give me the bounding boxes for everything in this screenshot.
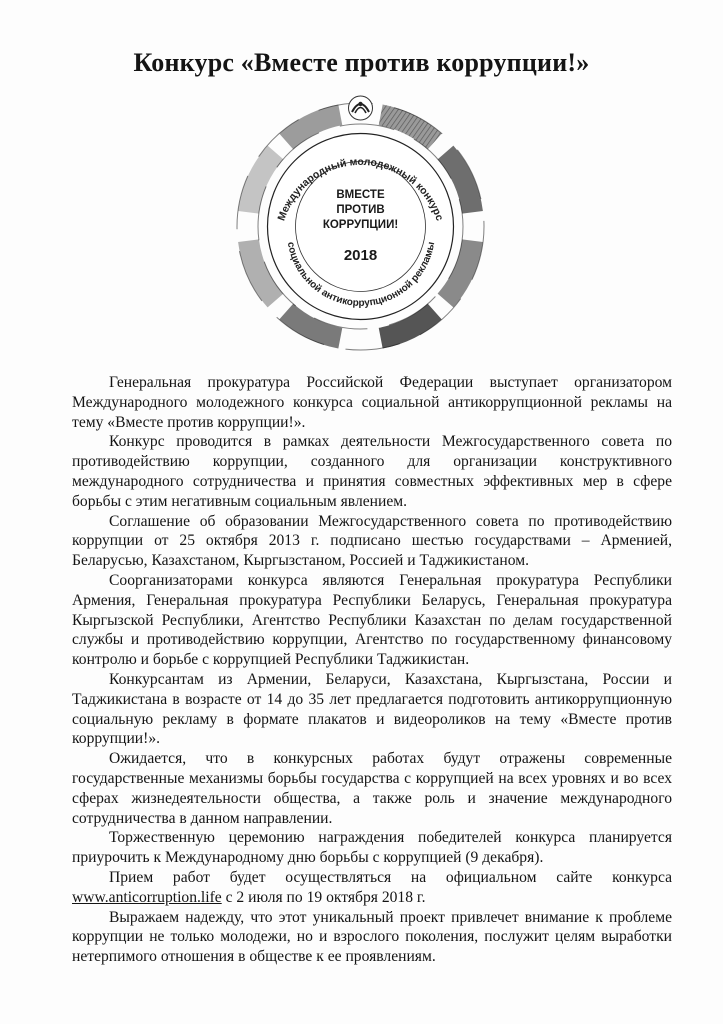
emblem-line-3: КОРРУПЦИИ! — [322, 219, 399, 231]
emblem-arc-top: Международный молодежный конкурс — [275, 155, 446, 223]
emblem-line-1: ВМЕСТЕ — [336, 189, 385, 201]
paragraph: Конкурс проводится в рамках деятельности Межгосударственного совета по противодействию коррупции, созданного для организации конструктивного международного сотрудничества и принятия совместных эффективных мер в сфере борьбы с этим негативным социальным явлением. — [72, 433, 672, 510]
submission-paragraph — [72, 868, 672, 908]
contest-emblem — [228, 94, 493, 359]
page-title: Конкурс «Вместе против коррупции!» — [133, 48, 590, 77]
cis-logo-icon — [349, 96, 373, 120]
paragraph: Конкурсантам из Армении, Беларуси, Казахстана, Кыргызстана, России и Таджикистана в возрасте от 14 до 35 лет предлагается подготовить антикоррупционную социальную рекламу в формате плакатов и видеороликов на тему «Вместе против коррупции!». — [72, 670, 672, 748]
letter-body — [72, 373, 672, 967]
paragraph: Ожидается, что в конкурсных работах будут отражены современные государственные механизмы борьбы государства с коррупцией на всех уровнях и во всех сферах жизнедеятельности общества, а также роль и значение международного сотрудничества в данном направлении. — [72, 750, 672, 827]
paragraph: Соглашение об образовании Межгосударственного совета по противодействию коррупции от 25 октября 2013 г. подписано шестью государствами – Арменией, Беларусью, Казахстаном, Кыргызстаном, Россией и Таджикистаном. — [72, 512, 672, 570]
submission-text: Прием работ будет осуществляться на официальном сайте конкурса — [109, 868, 672, 886]
contest-website-link[interactable]: www.anticorruption.life — [72, 888, 222, 906]
closing-paragraph: Выражаем надежду, что этот уникальный проект привлечет внимание к проблеме коррупции не только молодежи, но и взрослого поколения, послужит целям выработки нетерпимого отношения в обществе к ее проявлениям. — [72, 908, 672, 966]
emblem-line-2: ПРОТИВ — [336, 204, 385, 216]
emblem-arc-bottom: социальной антикоррупционной рекламы — [284, 240, 438, 309]
submission-dates: с 2 июля по 19 октября 2018 г. — [221, 888, 426, 906]
paragraph: Генеральная прокуратура Российской Федерации выступает организатором Международного молодежного конкурса социальной антикоррупционной рекламы на тему «Вместе против коррупции!». — [72, 374, 672, 431]
paragraph: Торжественную церемонию награждения победителей конкурса планируется приурочить к Международному дню борьбы с коррупцией (9 декабря). — [72, 829, 672, 867]
emblem-year: 2018 — [343, 247, 378, 264]
paragraph: Соорганизаторами конкурса являются Генеральная прокуратура Республики Армения, Генеральная прокуратура Республики Беларусь, Генеральная прокуратура Кыргызской Республики, Агентство Республики Казахстан по делам государственной службы и противодействию коррупции, Агентство по государственному финансовому контролю и борьбе с коррупцией Республики Таджикистан. — [72, 571, 672, 669]
